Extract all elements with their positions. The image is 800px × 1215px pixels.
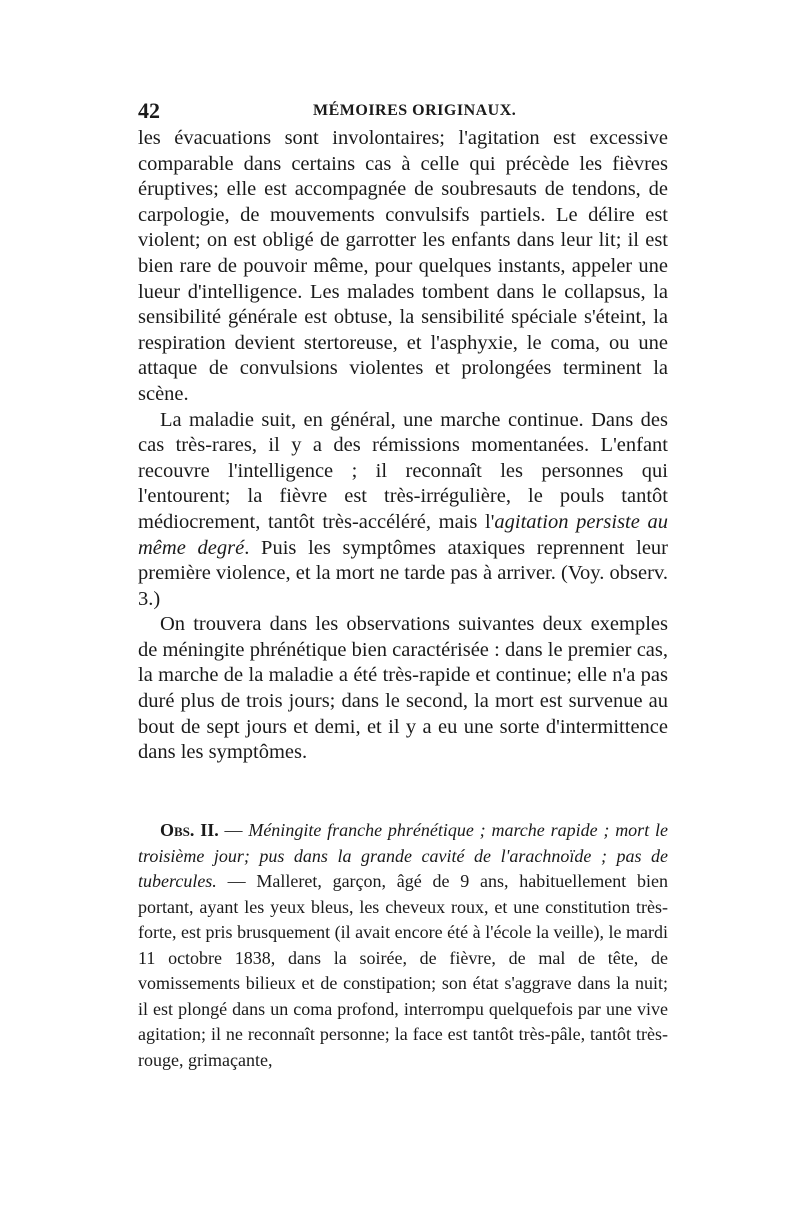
observation-dash: —: [218, 820, 249, 840]
observation-dash-2: —: [216, 871, 257, 891]
observation-paragraph: [138, 818, 668, 1073]
disease-course-text-end: . Puis les symptômes ataxiques reprennent leur première violence, et la mort ne tarde pas à arriver. (Voy. observ. 3.): [138, 536, 669, 610]
observation-body: Malleret, garçon, âgé de 9 ans, habituellement bien portant, ayant les yeux bleus, les cheveux roux, et une constitution très-forte, est pris brusquement (il avait encore été à l'école la veille), le mardi 11 octobre 1838, dans la soirée, de fièvre, de mal de tête, de vomissements bilieux et de constipation; son état s'aggrave dans la nuit; il est plongé dans un coma profond, interrompu quelquefois par une vive agitation; il ne reconnaît personne; la face est tantôt très-pâle, tantôt très-rouge, grimaçante,: [138, 871, 669, 1070]
paragraph-continuation: les évacuations sont involontaires; l'agitation est excessive comparable dans certains cas à celle qui précède les fièvres éruptives; elle est accompagnée de soubresauts de tendons, de carpologie, de mouvements convulsifs partiels. Le délire est violent; on est obligé de garrotter les enfants dans leur lit; il est bien rare de pouvoir même, pour quelques instants, appeler une lueur d'intelligence. Les malades tombent dans le collapsus, la sensibilité générale est obtuse, la sensibilité spéciale s'éteint, la respiration devient stertoreuse, et l'asphyxie, le coma, ou une attaque de convulsions violentes et prolongées terminent la scène.: [138, 127, 668, 405]
running-head: MÉMOIRES ORIGINAUX.: [313, 102, 517, 119]
paragraph-disease-course: [138, 408, 668, 613]
main-text: [138, 126, 668, 766]
observation-label: Obs. II.: [160, 820, 219, 840]
disease-course-text-start: La maladie suit, en général, une marche continue. Dans des cas très-rares, il y a des rémissions momentanées. L'enfant recouvre l'intelligence ; il reconnaît les personnes qui l'entourent; la fièvre est très-irrégulière, le pouls tantôt médiocrement, tantôt très-accéléré, mais l': [138, 408, 668, 533]
paragraph-examples: On trouvera dans les observations suivantes deux exemples de méningite phrénétique bien caractérisée : dans le premier cas, la marche de la maladie a été très-rapide et continue; elle n'a pas duré plus de trois jours; dans le second, la mort est survenue au bout de sept jours et demi, et il y a eu une sorte d'intermittence dans les symptômes.: [138, 613, 668, 764]
page-number: 42: [138, 98, 160, 123]
page-header: [138, 98, 668, 128]
observation-heading: Méningite franche phrénétique ; marche rapide ; mort le troisième jour; pus dans la grande cavité de l'arachnoïde ; pas de tubercules.: [138, 820, 668, 891]
observation-block: [138, 818, 668, 1073]
disease-course-italic: agitation persiste au même degré: [138, 510, 668, 559]
